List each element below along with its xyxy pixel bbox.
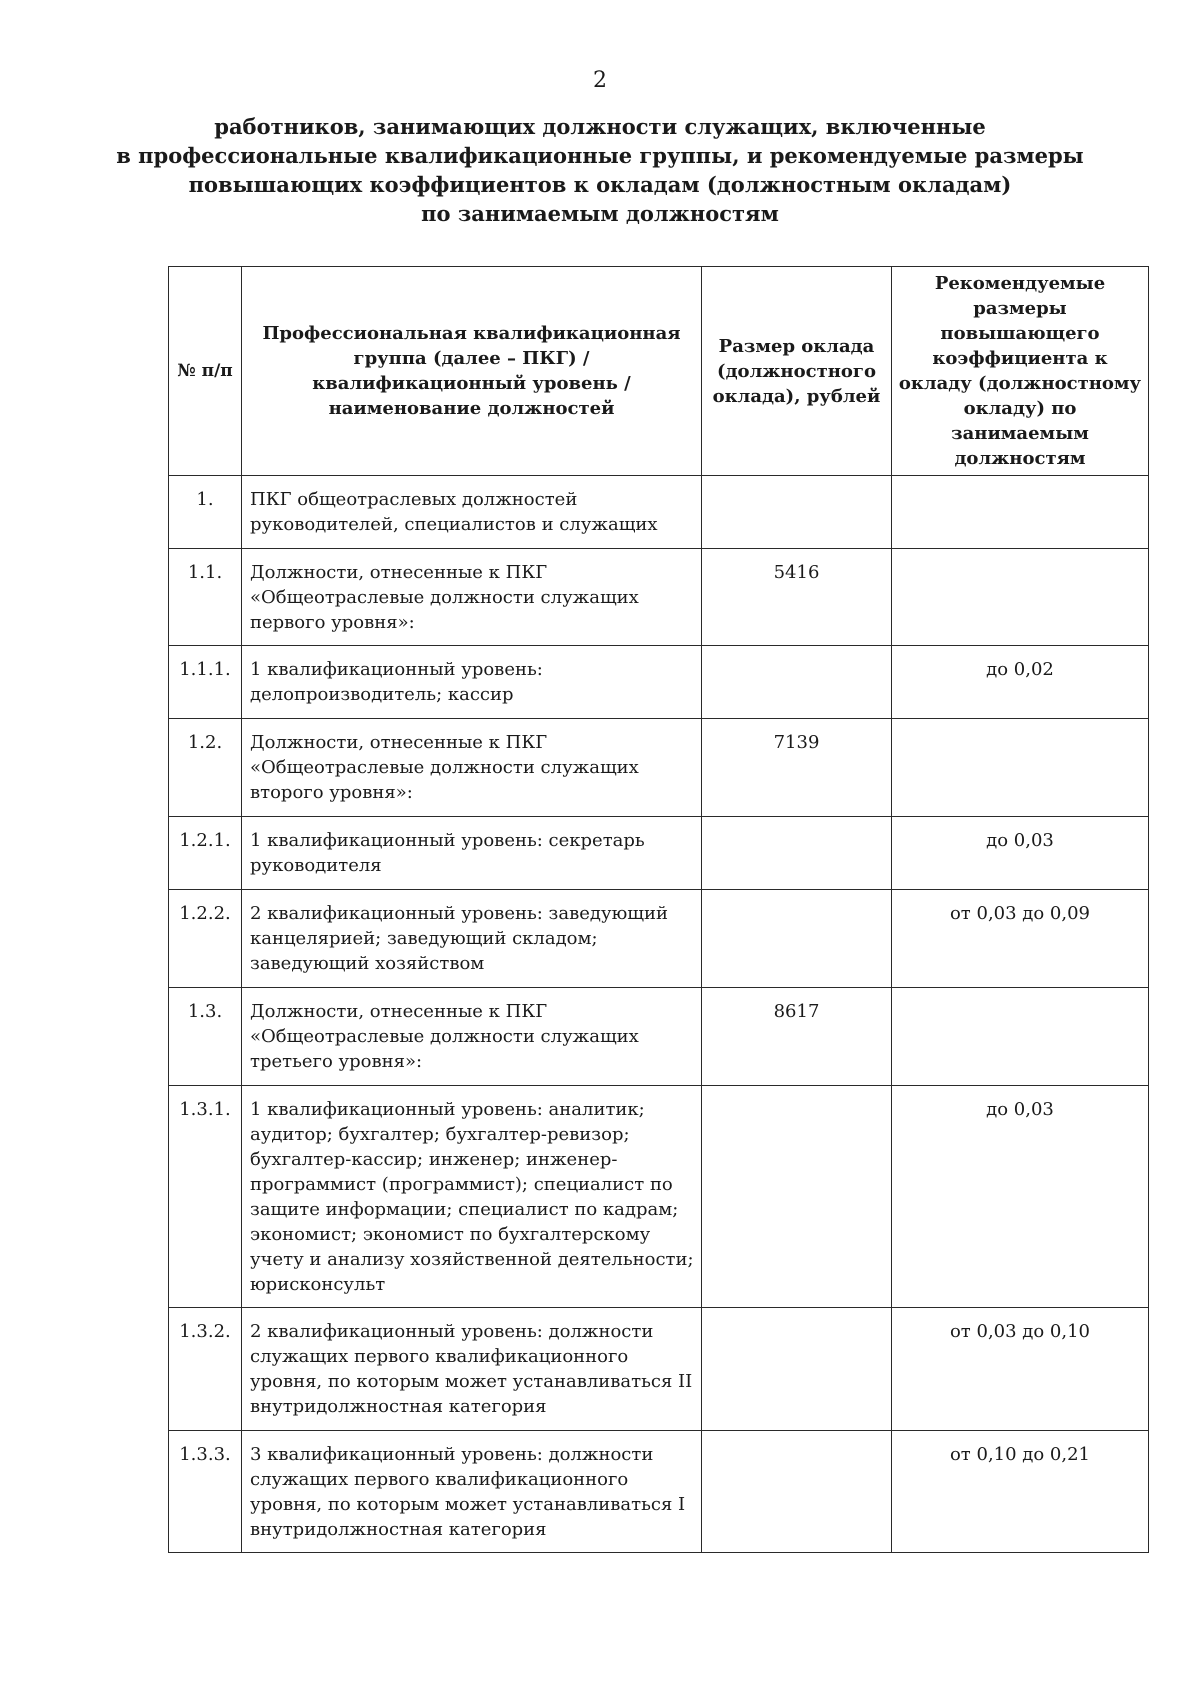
positions-table: [168, 266, 1149, 1553]
row-name: 1 квалификационный уровень: делопроизводитель; кассир: [242, 646, 702, 719]
row-coefficient: [892, 988, 1149, 1086]
document-heading: [100, 112, 1100, 228]
table-row: [169, 719, 1149, 817]
table-row: [169, 890, 1149, 988]
row-salary: [702, 890, 892, 988]
row-coefficient: [892, 719, 1149, 817]
row-num: 1.2.1.: [169, 817, 242, 890]
table-row: [169, 549, 1149, 646]
row-salary: 7139: [702, 719, 892, 817]
header-salary: Размер оклада (должностного оклада), рублей: [702, 267, 892, 476]
row-name: Должности, отнесенные к ПКГ «Общеотраслевые должности служащих второго уровня»:: [242, 719, 702, 817]
page-number: 2: [593, 68, 607, 93]
row-num: 1.1.: [169, 549, 242, 646]
table-row: [169, 476, 1149, 549]
table-row: [169, 817, 1149, 890]
row-coefficient: от 0,03 до 0,10: [892, 1308, 1149, 1431]
row-name: ПКГ общеотраслевых должностей руководителей, специалистов и служащих: [242, 476, 702, 549]
row-salary: 5416: [702, 549, 892, 646]
row-coefficient: от 0,03 до 0,09: [892, 890, 1149, 988]
header-coefficient: Рекомендуемые размеры повышающего коэффициента к окладу (должностному окладу) по занимаемым должностям: [892, 267, 1149, 476]
row-salary: [702, 1431, 892, 1553]
row-num: 1.1.1.: [169, 646, 242, 719]
table-header-row: [169, 267, 1149, 476]
row-name: Должности, отнесенные к ПКГ «Общеотраслевые должности служащих третьего уровня»:: [242, 988, 702, 1086]
row-salary: [702, 646, 892, 719]
row-name: 2 квалификационный уровень: должности служащих первого квалификационного уровня, по которым может устанавливаться II внутридолжностная категория: [242, 1308, 702, 1431]
row-num: 1.2.2.: [169, 890, 242, 988]
row-num: 1.2.: [169, 719, 242, 817]
row-salary: [702, 1086, 892, 1308]
row-name: 3 квалификационный уровень: должности служащих первого квалификационного уровня, по которым может устанавливаться I внутридолжностная категория: [242, 1431, 702, 1553]
table-row: [169, 1308, 1149, 1431]
header-name: Профессиональная квалификационная группа (далее – ПКГ) / квалификационный уровень / наименование должностей: [242, 267, 702, 476]
row-coefficient: до 0,02: [892, 646, 1149, 719]
row-coefficient: [892, 549, 1149, 646]
row-num: 1.: [169, 476, 242, 549]
table-row: [169, 988, 1149, 1086]
heading-line: в профессиональные квалификационные группы, и рекомендуемые размеры: [116, 143, 1084, 168]
row-salary: 8617: [702, 988, 892, 1086]
row-num: 1.3.2.: [169, 1308, 242, 1431]
table-row: [169, 1431, 1149, 1553]
row-name: 2 квалификационный уровень: заведующий канцелярией; заведующий складом; заведующий хозяйством: [242, 890, 702, 988]
row-salary: [702, 817, 892, 890]
row-coefficient: [892, 476, 1149, 549]
row-num: 1.3.: [169, 988, 242, 1086]
heading-line: повышающих коэффициентов к окладам (должностным окладам): [188, 172, 1012, 197]
row-coefficient: от 0,10 до 0,21: [892, 1431, 1149, 1553]
heading-line: работников, занимающих должности служащих, включенные: [214, 114, 986, 139]
table-row: [169, 1086, 1149, 1308]
row-salary: [702, 1308, 892, 1431]
header-num: № п/п: [169, 267, 242, 476]
row-name: 1 квалификационный уровень: аналитик; аудитор; бухгалтер; бухгалтер-ревизор; бухгалтер-кассир; инженер; инженер-программист (программист); специалист по защите информации; специалист по кадрам; экономист; экономист по бухгалтерскому учету и анализу хозяйственной деятельности; юрисконсульт: [242, 1086, 702, 1308]
table-row: [169, 646, 1149, 719]
row-name: 1 квалификационный уровень: секретарь руководителя: [242, 817, 702, 890]
row-coefficient: до 0,03: [892, 817, 1149, 890]
row-coefficient: до 0,03: [892, 1086, 1149, 1308]
row-salary: [702, 476, 892, 549]
row-num: 1.3.1.: [169, 1086, 242, 1308]
row-num: 1.3.3.: [169, 1431, 242, 1553]
row-name: Должности, отнесенные к ПКГ «Общеотраслевые должности служащих первого уровня»:: [242, 549, 702, 646]
heading-line: по занимаемым должностям: [421, 201, 779, 226]
